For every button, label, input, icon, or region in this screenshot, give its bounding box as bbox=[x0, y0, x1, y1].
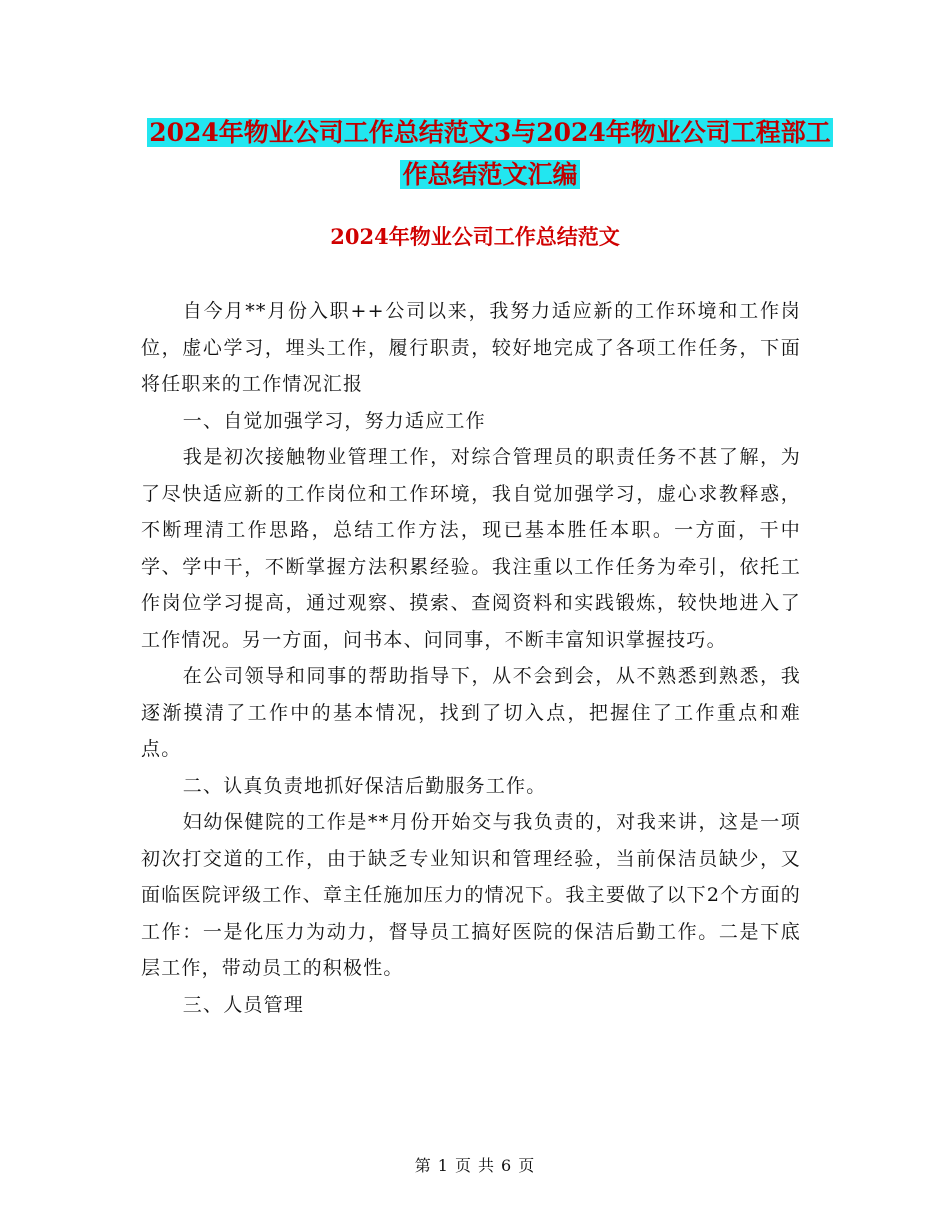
heading-section-1: 一、自觉加强学习，努力适应工作 bbox=[182, 409, 486, 432]
section-title: 2024年物业公司工作总结范文 bbox=[330, 224, 620, 249]
paragraph-guidance: 在公司领导和同事的帮助指导下，从不会到会，从不熟悉到熟悉，我逐渐摸清了工作中的基本情况，找到了切入点，把握住了工作重点和难点。 bbox=[141, 665, 801, 760]
paragraph-intro: 自今月**月份入职++公司以来，我努力适应新的工作环境和工作岗位，虚心学习，埋头工作，履行职责，较好地完成了各项工作任务，下面将任职来的工作情况汇报 bbox=[141, 300, 801, 395]
footer-suffix: 页 bbox=[518, 1156, 536, 1175]
paragraph-cleaning: 妇幼保健院的工作是**月份开始交与我负责的，对我来讲，这是一项初次打交道的工作，由于缺乏专业知识和管理经验，当前保洁员缺少，又面临医院评级工作、章主任施加压力的情况下。我主要做了以下2个方面的工作：一是化压力为动力，督导员工搞好医院的保洁后勤工作。二是下底层工作，带动员工的积极性。 bbox=[141, 811, 801, 979]
document-body bbox=[141, 293, 801, 1023]
footer-current-page: 1 bbox=[437, 1156, 449, 1175]
heading-section-3: 三、人员管理 bbox=[182, 993, 304, 1016]
footer-mid: 页 共 bbox=[454, 1156, 496, 1175]
document-title bbox=[140, 112, 840, 196]
footer-total-pages: 6 bbox=[501, 1156, 513, 1175]
heading-section-2: 二、认真负责地抓好保洁后勤服务工作。 bbox=[182, 774, 547, 797]
footer-prefix: 第 bbox=[414, 1156, 432, 1175]
page-footer bbox=[0, 1153, 950, 1176]
paragraph-study: 我是初次接触物业管理工作，对综合管理员的职责任务不甚了解，为了尽快适应新的工作岗位和工作环境，我自觉加强学习，虚心求教释惑，不断理清工作思路，总结工作方法，现已基本胜任本职。一方面，干中学、学中干，不断掌握方法积累经验。我注重以工作任务为牵引，依托工作岗位学习提高，通过观察、摸索、查阅资料和实践锻炼，较快地进入了工作情况。另一方面，问书本、问同事，不断丰富知识掌握技巧。 bbox=[141, 446, 801, 651]
document-title-text: 2024年物业公司工作总结范文3与2024年物业公司工程部工作总结范文汇编 bbox=[149, 118, 831, 189]
